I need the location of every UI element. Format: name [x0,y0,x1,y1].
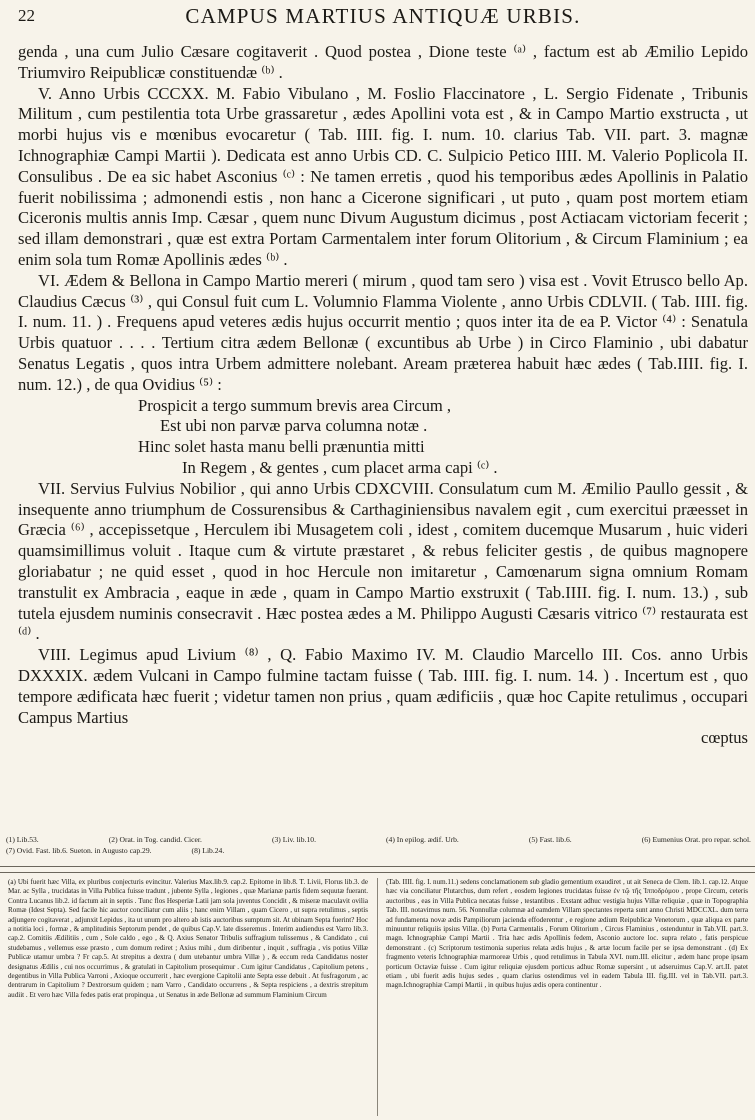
column-separator [377,878,378,1116]
verse-line: Hinc solet hasta manu belli prænuntia mitti [138,437,425,457]
paragraph-v: V. Anno Urbis CCCXX. M. Fabio Vibulano , M. Foslio Flaccinatore , L. Sergio Fidenate , Tribunis Militum , cum pestilentia tota Urbe grassaretur , ædes Apollini vota est , & in Campo Martio exstructa , ut morbi hujus vis e mœnibus evocaretur ( Tab. IIII. fig. I. num. 10. clarius Tab. VII. part. 3. magnæ Ichnographiæ Campi Martii ). Dedicata est anno Urbis CD. C. Sulpicio Petico IIII. M. Valerio Poplicola II. Consulibus . De ea sic habet Asconius ⁽ᶜ⁾ : Ne tamen erretis , quod his temporibus ædes Apollinis in Palatio fuerit nobilissima ; admonendi estis , non hanc a Cicerone significari , ut puto , quam post mortem etiam Ciceronis multis annis Imp. Cæsar , quem nunc Divum Augustum dicimus , post Actiacam victoriam fecerit ; sed illam demonstrari , quæ est extra Portam Carmentalem inter forum Olitorium , & Circum Flaminium ; ea enim sola tum Romæ Apollinis ædes ⁽ᵇ⁾ . [18,83,748,269]
annotation-column-right [386,878,748,1118]
footnote: (1) Lib.53. [6,835,39,844]
verse-line: In Regem , & gentes , cum placet arma capi ⁽ᶜ⁾ . [182,457,498,477]
footnote: (3) Liv. lib.10. [271,835,316,844]
paragraph-continued: genda , una cum Julio Cæsare cogitaverit . Quod postea , Dione teste ⁽ᵃ⁾ , factum est ab Æmilio Lepido Triumviro Reipublicæ constituendæ ⁽ᵇ⁾ . [18,42,748,82]
footnote-row [6,834,751,845]
divider-rule [0,872,755,873]
annotation-columns [0,878,755,1120]
divider-rule [0,866,755,867]
main-text [18,42,748,749]
page-number: 22 [18,6,35,25]
footnote: (4) In epilog. ædif. Urb. [386,835,459,844]
verse-line: Est ubi non parvæ parva columna notæ . [160,416,428,436]
paragraph-viii: VIII. Legimus apud Livium ⁽⁸⁾ , Q. Fabio Maximo IV. M. Claudio Marcello III. Cos. anno Urbis DXXXIX. ædem Vulcani in Campo fulmine tactam fuisse ( Tab. IIII. fig. I. num. 14. ) . Incertum est , quo tempore ædificata hæc fuerit ; videtur tamen non prius , quam ædificiis , quæ hoc Capite retulimus , occupari Campus Martius [18,645,748,727]
footnote: (8) Lib.24. [191,846,225,855]
verse-line: Prospicit a tergo summum brevis area Circum , [138,395,452,415]
annotation-text: (a) Ubi fuerit hæc Villa, ex pluribus conjecturis evincitur. Valerius Max.lib.9. cap.2. Epitome in lib.8. T. Livii, Florus lib.3. de Mar. ac Sylla , trucidatas in Villa Publica fuisse tradunt , jubente Sylla , legiones , quæ Marianæ partis fidem sequutæ fuerant. Contra Lucanus lib.2. id factum ait in septis . Tunc flos Hesperiæ Latii jam sola juventus Concidit , & miseræ maculavit ovilia Romæ (Idest Septa). Sed facile hic auctor conciliatur cum aliis ; hanc enim Villam , quam Cicero , ut supra retulimus , septis adjungere cogitaverat , adjunxit Lepidus , ita ut unum pro altero ab istis auctoribus sumptum sit. At ubinam Septa fuerint? Hoc a notitia loci , formæ , & amplitudinis Septorum pendet , de quibus Cap.V. late disseremus . Interim audiendus est Varro lib.3. cap.2. Comitiis Ædilitiis , cum , Sole caldo , ego , & Q. Axius Senator Tribulis suffragium tulissemus , & Candidato , cui studebamus , vellemus esse præsto , cum domum rediret ; Axius mihi , dum diribentur , inquit , suffragia , vis potius Villæ Publicæ utamur umbra ? Fr cap.5. At strepitus a dextra ( dum utebantur umbra Villæ ) , & eccum reda Candidatus noster designatus Ædilis , cui nos occurrimus , & gratulati in Capitolium prosequimur . Cum igitur Candidatus , Capitolium petens , degentibus in Villa Publica Varroni , Axioque occurrerit , hæc evergione Capitolii ante Septa esse debuit . At fusfragorum , ac dentrarum in Capitolium ? Dextrorsum quidem ; nam Varro , Candidato occurrens , & Septa respiciens , a dextris strepitum audiit . Et vero hæc Villa fedes patis erat propinqua , ut Senatus in æde Bellonæ ad summum Flaminium Circum [8,878,368,999]
annotation-text: (Tab. IIII. fig. I. num.11.) sedens conclamationem sub gladio gementium exaudiret , ut ait Seneca de Clem. lib.1. cap.12. Atque hæc via conciliatur Plutarchus, dum refert , eosdem legiones trucidatas fuisse ἐν τῷ τῆς Ἱπποδρόμου , prope Circum, ceteris auctoribus , eas in Villa Publica necatas fuisse , testantibus . Exstant adhuc vestigia hujus Villæ reliquiæ , quæ in Topographia Tab. III. notavimus num. 56. Nonnullæ columnæ ad eamdem Villam spectantes reperta sunt anno Christi MDCCXL. dum terra ad fundamenta novæ ædis Pampiliorum jacienda effoderentur , e regione ædium Reipublicæ Venetorum , quæ aliqua ex parte minuuntur reliquiis ipsius Villæ. (b) Porta Carmentalis , Forum Olitorium , Circus Flaminius , ostenduntur in Tab.VII. part.3. magn. Ichnographiæ Campi Martii . Tria hæc ædis Apollinis fedem, Asconio auctore loc. supra relato , fatis perspicue demonstrant . (c) Scriptorum testimonia superius relata ædis hujus , & artæ locum facile per se ipsa demonstrant . (d) Ex fragmento veteris Ichnographiæ marmoreæ Urbis , quod retulimus in Tabula XVI. num.III. elicitur , ædem hanc prope ipsam porticum Octaviæ fuisse . Cum igitur reliquiæ ejusdem porticus adhuc Romæ supersint , ut adseruimus Cap.V. art.II. patet etiam , ubi fuerit ædis hujus sedes , quam clarius ostendimus vel in eadem Tabula III. fig.III. vel in Tab.VII. part.3. magn.Ichnographiæ Campi Martii , in quibus hujus ædis opera continentur . [386,878,748,990]
running-header [18,4,748,30]
running-title: CAMPUS MARTIUS ANTIQUÆ URBIS. [185,4,581,28]
footnote: (6) Eumenius Orat. pro repar. schol. [641,835,751,844]
footnotes [6,834,751,856]
footnote: (5) Fast. lib.6. [528,835,572,844]
catchword: cœptus [700,728,748,748]
paragraph-vii: VII. Servius Fulvius Nobilior , qui anno Urbis CDXCVIII. Consulatum cum M. Æmilio Paullo gessit , & insequente anno triumphum de Cossurensibus & Carthaginiensibus navalem egit , cum exercitui præesset in Græcia ⁽⁶⁾ , accepissetque , Herculem ibi Musagetem coli , idest , comitem ducemque Musarum , huic videri quamsimillimus voluit . Itaque cum & virtute præstaret , & rebus feliciter gestis , de quibus magnopere gloriabatur ; ne quid esset , quod in hoc Hercule non imitaretur , Camœnarum signa omnium Romam transtulit ex Ambracia , eaque in æde , quam in Campo Martio exstruxit ( Tab.IIII. fig. I. num. 13.) , sub tutela ejusdem numinis consecravit . Hæc postea ædes a M. Philippo Augusti Cæsaris vitrico ⁽⁷⁾ restaurata est ⁽ᵈ⁾ . [18,478,748,644]
footnote-row [6,845,751,856]
paragraph-vi: VI. Ædem & Bellona in Campo Martio mereri ( mirum , quod tam sero ) visa est . Vovit Etrusco bello Ap. Claudius Cæcus ⁽³⁾ , qui Consul fuit cum L. Volumnio Flamma Violente , anno Urbis CDLVII. ( Tab. IIII. fig. I. num. 11. ) . Frequens apud veteres ædis hujus occurrit mentio ; quos inter ita de ea P. Victor ⁽⁴⁾ : Senatula Urbis quatuor . . . . Tertium citra ædem Bellonæ ( excuntibus ab Urbe ) in Circo Flaminio , ubi dabatur Senatus Legatis , quos intra Urbem admittere nolebant. Aream præterea habuit hæc ædes ( Tab.IIII. fig. I. num. 12.) , de qua Ovidius ⁽⁵⁾ : [18,270,748,394]
footnote: (2) Orat. in Tog. candid. Cicer. [108,835,202,844]
footnote: (7) Ovid. Fast. lib.6. Sueton. in Augusto cap.29. [6,846,152,855]
ovid-verse [138,396,748,479]
annotation-column-left [8,878,368,1118]
